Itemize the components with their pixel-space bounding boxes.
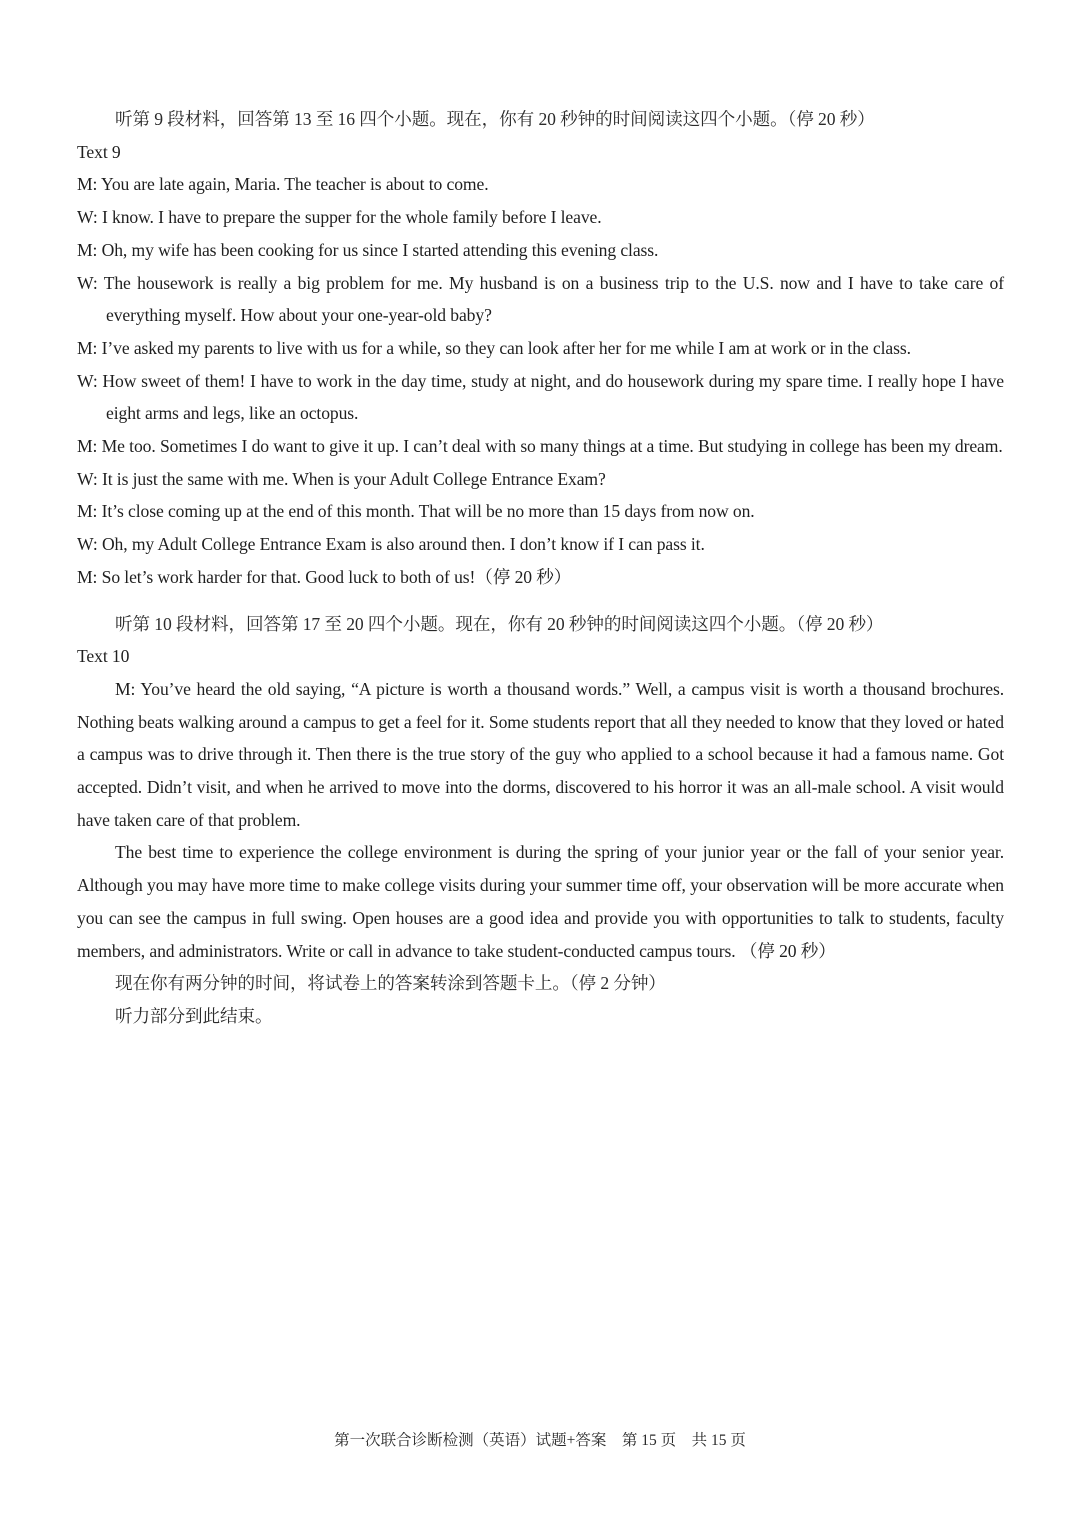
section-9-instruction: 听第 9 段材料，回答第 13 至 16 四个小题。现在，你有 20 秒钟的时间阅读这四个小题。（停 20 秒） (115, 109, 875, 129)
dialog-line: W: Oh, my Adult College Entrance Exam is also around then. I don’t know if I can pass it. (77, 534, 705, 555)
closing-instruction: 现在你有两分钟的时间，将试卷上的答案转涂到答题卡上。（停 2 分钟） (115, 973, 666, 994)
section-9-label: Text 9 (77, 141, 121, 162)
dialog-line: M: Me too. Sometimes I do want to give it up. I can’t deal with so many things at a time. But studying in college has been my dream. (77, 436, 1003, 457)
dialog-line: M: So let’s work harder for that. Good luck to both of us!（停 20 秒） (77, 566, 572, 587)
page-footer: 第一次联合诊断检测（英语）试题+答案 第 15 页 共 15 页 (334, 1432, 746, 1449)
section-10-monologue (77, 673, 1004, 967)
dialog-line: M: It’s close coming up at the end of this month. That will be no more than 15 days from now on. (77, 501, 755, 522)
paragraph: M: You’ve heard the old saying, “A picture is worth a thousand words.” Well, a campus visit is worth a thousand brochures. Nothing beats walking around a campus to get a feel for it. Some students report that all they needed to know that they loved or hated a campus was to drive through it. Then there is the true story of the guy who applied to a school because it had a famous name. Got accepted. Didn’t visit, and when he arrived to move into the dorms, discovered to his horror it was an all-male school. A visit would have taken care of that problem. (77, 678, 1004, 830)
dialog-line: W: It is just the same with me. When is your Adult College Entrance Exam? (77, 468, 606, 489)
paragraph: The best time to experience the college environment is during the spring of your junior year or the fall of your senior year. Although you may have more time to make college visits during your summer time off, your observation will be more accurate when you can see the campus in full swing. Open houses are a good idea and provide you with opportunities to talk to students, faculty members, and administrators. Write or call in advance to take student-conducted campus tours. （停 20 秒） (77, 842, 1004, 961)
dialog-line: W: I know. I have to prepare the supper for the whole family before I leave. (77, 207, 602, 228)
dialog-line: W: How sweet of them! I have to work in the day time, study at night, and do housework during my spare time. I really hope I have eight arms and legs, like an octopus. (77, 370, 1004, 424)
dialog-line: M: Oh, my wife has been cooking for us since I started attending this evening class. (77, 239, 659, 260)
section-gap (77, 594, 1004, 608)
dialog-line: M: You are late again, Maria. The teacher is about to come. (77, 174, 489, 195)
closing-end-note: 听力部分到此结束。 (115, 1005, 273, 1026)
section-9-dialog (77, 168, 1004, 593)
section-10-label: Text 10 (77, 646, 130, 667)
dialog-line: M: I’ve asked my parents to live with us for a while, so they can look after her for me while I am at work or in the class. (77, 337, 911, 358)
document-page (77, 103, 1004, 1033)
dialog-line: W: The housework is really a big problem for me. My husband is on a business trip to the U.S. now and I have to take care of everything myself. How about your one-year-old baby? (77, 272, 1004, 326)
section-10-instruction: 听第 10 段材料，回答第 17 至 20 四个小题。现在，你有 20 秒钟的时间阅读这四个小题。（停 20 秒） (115, 613, 884, 634)
